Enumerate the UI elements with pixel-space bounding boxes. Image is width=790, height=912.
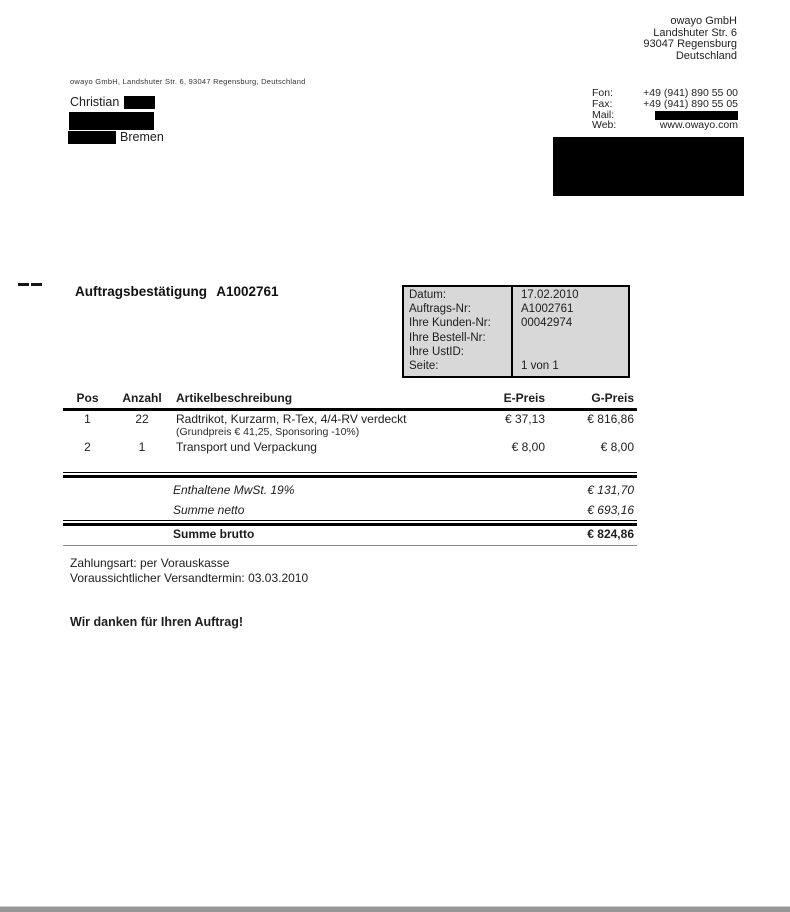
payment-method-line: Zahlungsart: per Vorauskasse xyxy=(70,556,230,570)
contact-label: Fax: xyxy=(592,97,613,110)
redaction-box-large xyxy=(553,137,744,196)
info-value-datum: 17.02.2010 xyxy=(521,289,579,301)
cell-pos: 1 xyxy=(84,412,91,426)
contact-value: www.owayo.com xyxy=(659,119,738,132)
cell-desc: Transport und Verpackung xyxy=(176,440,317,454)
info-value-bestellnr xyxy=(521,331,628,345)
info-label-seite: Seite: xyxy=(409,359,439,372)
scan-edge-bottom xyxy=(0,906,790,912)
summary-value: € 693,16 xyxy=(587,503,634,517)
redaction-bar-mail xyxy=(655,111,738,120)
contact-row-fax xyxy=(592,99,738,110)
cell-pos: 2 xyxy=(84,440,91,454)
redaction-bar-street xyxy=(69,112,154,130)
summary-row-brutto xyxy=(63,527,637,541)
table-header-rule xyxy=(63,408,637,411)
cell-epreis: € 8,00 xyxy=(511,440,545,454)
info-value-seite: 1 von 1 xyxy=(521,359,559,372)
contact-label: Fon: xyxy=(592,87,614,99)
contact-value: +49 (941) 890 55 05 xyxy=(643,97,738,110)
table-row xyxy=(63,440,637,454)
info-value-kundennr: 00042974 xyxy=(521,317,573,330)
summary-row-netto xyxy=(63,503,637,517)
cell-gpreis: € 816,86 xyxy=(587,412,634,426)
sender-line: owayo GmbH, Landshuter Str. 6, 93047 Regensburg, Deutschland xyxy=(70,77,306,86)
items-table-header xyxy=(63,391,637,405)
info-box-values xyxy=(511,287,628,376)
cell-epreis: € 37,13 xyxy=(504,412,545,426)
fold-marks xyxy=(18,283,44,286)
contact-block xyxy=(592,88,738,131)
company-address-block xyxy=(643,16,737,62)
header-artikelbeschreibung: Artikelbeschreibung xyxy=(176,391,293,405)
summary-row-mwst xyxy=(63,483,637,497)
recipient-first-name: Christian xyxy=(70,95,120,109)
table-row xyxy=(63,412,637,426)
summary-bottom-rule xyxy=(63,545,637,546)
contact-label: Web: xyxy=(592,119,617,132)
item-note: (Grundpreis € 41,25, Sponsoring -10%) xyxy=(176,426,360,438)
summary-top-rule xyxy=(63,472,637,478)
info-label-ustid: Ihre UstID: xyxy=(409,345,464,358)
company-country: Deutschland xyxy=(675,49,737,62)
header-gpreis: G-Preis xyxy=(591,391,634,405)
header-anzahl: Anzahl xyxy=(122,391,162,405)
document-title: Auftragsbestätigung A1002761 xyxy=(75,284,279,299)
cell-qty: 1 xyxy=(138,440,146,454)
info-label-auftragsnr: Auftrags-Nr: xyxy=(409,303,471,316)
contact-label: Mail: xyxy=(592,108,615,121)
recipient-name-line xyxy=(70,95,155,109)
contact-row-web xyxy=(592,120,738,131)
redaction-bar-zip xyxy=(68,131,116,144)
cell-gpreis: € 8,00 xyxy=(600,440,634,454)
header-epreis: E-Preis xyxy=(503,391,545,405)
info-label-kundennr: Ihre Kunden-Nr: xyxy=(409,317,491,330)
summary-value: € 824,86 xyxy=(587,527,634,541)
contact-value: +49 (941) 890 55 00 xyxy=(643,87,738,99)
recipient-city-line xyxy=(68,130,164,144)
thank-you-line: Wir danken für Ihren Auftrag! xyxy=(70,615,244,629)
cell-qty: 22 xyxy=(135,412,149,426)
info-value-auftragsnr: A1002761 xyxy=(521,303,574,316)
info-box-labels xyxy=(404,287,511,376)
summary-value: € 131,70 xyxy=(587,483,634,497)
info-label-bestellnr: Ihre Bestell-Nr: xyxy=(409,331,486,344)
summary-label: Summe brutto xyxy=(173,527,255,541)
header-pos: Pos xyxy=(76,391,99,405)
summary-label: Enthaltene MwSt. 19% xyxy=(173,483,295,497)
recipient-city: Bremen xyxy=(120,130,164,144)
company-name: owayo GmbH xyxy=(670,15,737,27)
order-info-box xyxy=(402,285,630,378)
company-street: Landshuter Str. 6 xyxy=(653,26,737,39)
redaction-bar-lastname xyxy=(124,96,155,109)
shipping-date-line: Voraussichtlicher Versandtermin: 03.03.2010 xyxy=(70,571,309,585)
cell-desc: Radtrikot, Kurzarm, R-Tex, 4/4-RV verdeckt xyxy=(176,412,407,426)
info-value-ustid xyxy=(521,345,628,359)
summary-brutto-rule xyxy=(63,520,637,526)
company-city: 93047 Regensburg xyxy=(643,38,737,50)
summary-label: Summe netto xyxy=(173,503,245,517)
info-label-datum: Datum: xyxy=(409,289,447,301)
